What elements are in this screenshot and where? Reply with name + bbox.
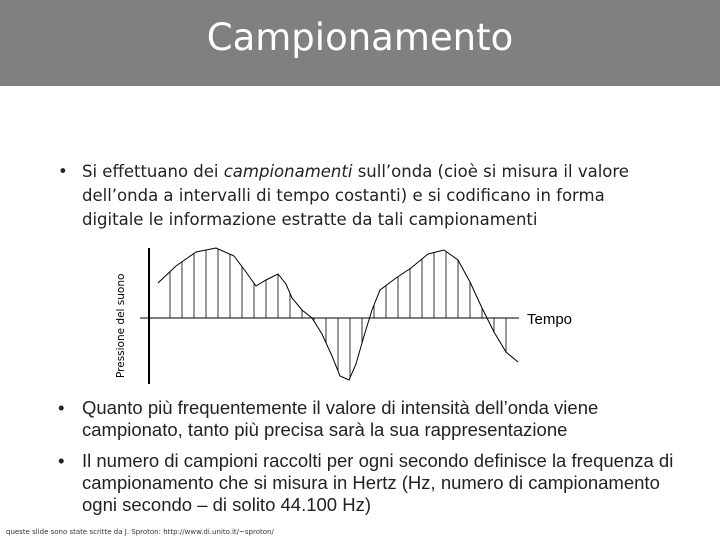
bullet-sampling-intro xyxy=(58,160,658,232)
bullet-text: Si effettuano dei campionamenti sull’onda (cioè si misura il valore dell’onda a intervalli di tempo costanti) e si codificano in forma digitale le informazione estratte da tali campionamenti xyxy=(82,162,629,229)
bullet-marker: • xyxy=(58,450,65,471)
y-axis-label: Pressione del suono xyxy=(115,273,127,378)
bullet-frequency-precision xyxy=(58,397,678,441)
footer-credit: queste slide sono state scritte da J. Sproton: http://www.di.unito.it/~sproton/ xyxy=(6,528,274,536)
bullet-marker: • xyxy=(58,397,65,418)
bullet-text: Il numero di campioni raccolti per ogni secondo definisce la frequenza di campionamento che si misura in Hertz (Hz, numero di campionamento ogni secondo – di solito 44.100 Hz) xyxy=(82,450,674,515)
bullet-marker: • xyxy=(58,162,68,181)
x-axis-label: Tempo xyxy=(527,311,573,328)
sample-lines xyxy=(170,249,506,378)
bullet-text: Quanto più frequentemente il valore di intensità dell’onda viene campionato, tanto più precisa sarà la sua rappresentazione xyxy=(82,397,599,440)
emphasis-campionamenti: campionamenti xyxy=(223,162,353,181)
slide-title: Campionamento xyxy=(206,16,514,59)
sampling-diagram xyxy=(106,238,573,388)
bullet-sampling-rate xyxy=(58,450,678,516)
